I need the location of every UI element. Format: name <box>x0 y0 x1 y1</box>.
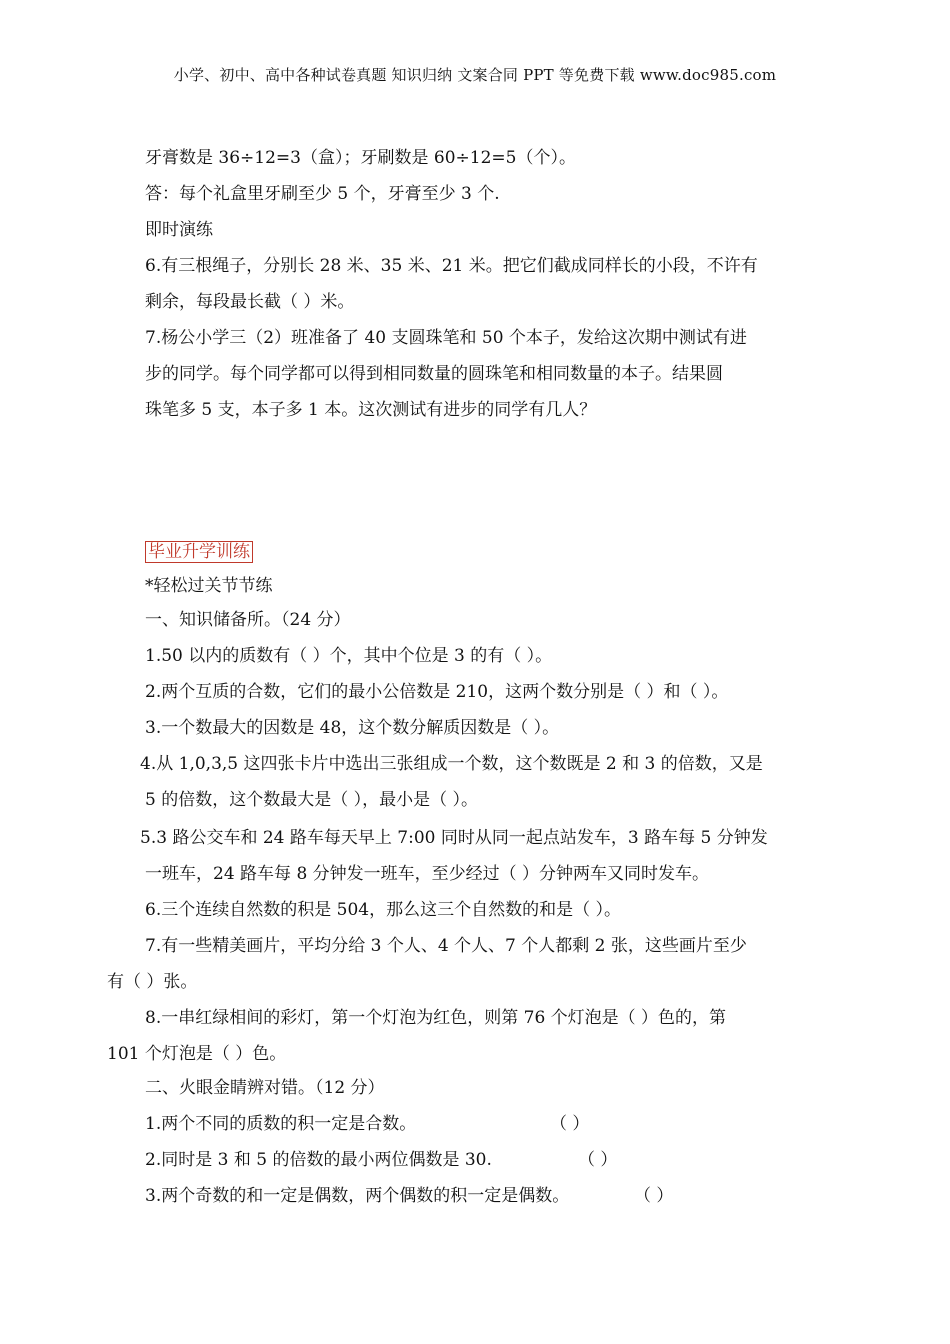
part2-title: 二、火眼金睛辨对错。（12 分） <box>145 1078 385 1098</box>
practice-q7-line-3: 珠笔多 5 支，本子多 1 本。这次测试有进步的同学有几人？ <box>145 400 597 420</box>
part1-q1-text: 1.50 以内的质数有（ ）个，其中个位是 3 的有（ ）。 <box>145 646 553 666</box>
section-subtitle: *轻松过关节节练 <box>145 576 273 596</box>
part1-q4-line-1: 4.从 1,0,3,5 这四张卡片中选出三张组成一个数，这个数既是 2 和 3 的倍数，又是 <box>140 754 763 774</box>
part1-q1 <box>145 644 552 668</box>
page-header: 小学、初中、高中各种试卷真题 知识归纳 文案合同 PPT 等免费下载 www.doc985.com <box>173 66 777 84</box>
part1-q8-line-1: 8.一串红绿相间的彩灯，第一个灯泡为红色，则第 76 个灯泡是（ ）色的，第 <box>145 1008 727 1028</box>
part1-q5-line-2: 一班车，24 路车每 8 分钟发一班车，至少经过（ ）分钟两车又同时发车。 <box>145 864 710 884</box>
part1-q6: 6.三个连续自然数的积是 504，那么这三个自然数的和是（ ）。 <box>145 900 621 920</box>
part2-q2: 2.同时是 3 和 5 的倍数的最小两位偶数是 30. <box>145 1150 492 1170</box>
part2-q3: 3.两个奇数的和一定是偶数，两个偶数的积一定是偶数。 <box>145 1186 570 1206</box>
section-badge-wrap <box>145 540 253 564</box>
part1-q2: 2.两个互质的合数，它们的最小公倍数是 210，这两个数分别是（ ）和（ ）。 <box>145 682 729 702</box>
practice-q6-line-2: 剩余，每段最长截（ ）米。 <box>145 292 355 312</box>
practice-q7-line-2: 步的同学。每个同学都可以得到相同数量的圆珠笔和相同数量的本子。结果圆 <box>145 364 723 384</box>
part2-q2-answer-blank: （ ） <box>578 1150 618 1170</box>
part1-q7-line-2: 有（ ）张。 <box>107 972 198 992</box>
part1-title: 一、知识储备所。（24 分） <box>145 610 351 630</box>
part1-q3: 3.一个数最大的因数是 48，这个数分解质因数是（ ）。 <box>145 718 560 738</box>
intro-answer: 答：每个礼盒里牙刷至少 5 个，牙膏至少 3 个. <box>145 184 500 204</box>
intro-line-1: 牙膏数是 36÷12=3（盒）；牙刷数是 60÷12=5（个）。 <box>145 148 576 168</box>
practice-q7-line-1: 7.杨公小学三（2）班准备了 40 支圆珠笔和 50 个本子，发给这次期中测试有进 <box>145 328 747 348</box>
practice-heading: 即时演练 <box>145 220 213 240</box>
part1-q4-line-2: 5 的倍数，这个数最大是（ ），最小是（ ）。 <box>145 790 479 810</box>
part1-q8-line-2: 101 个灯泡是（ ）色。 <box>107 1044 287 1064</box>
part2-q1-answer-blank: （ ） <box>550 1114 590 1134</box>
part1-q7-line-1: 7.有一些精美画片，平均分给 3 个人、4 个人、7 个人都剩 2 张，这些画片至少 <box>145 936 747 956</box>
part2-q1: 1.两个不同的质数的积一定是合数。 <box>145 1114 417 1134</box>
practice-q6-line-1: 6.有三根绳子，分别长 28 米、35 米、21 米。把它们截成同样长的小段，不许有 <box>145 256 758 276</box>
part2-q3-answer-blank: （ ） <box>634 1186 674 1206</box>
part1-q5-line-1: 5.3 路公交车和 24 路车每天早上 7:00 同时从同一起点站发车，3 路车每 5 分钟发 <box>140 828 768 848</box>
section-badge: 毕业升学训练 <box>145 541 253 563</box>
